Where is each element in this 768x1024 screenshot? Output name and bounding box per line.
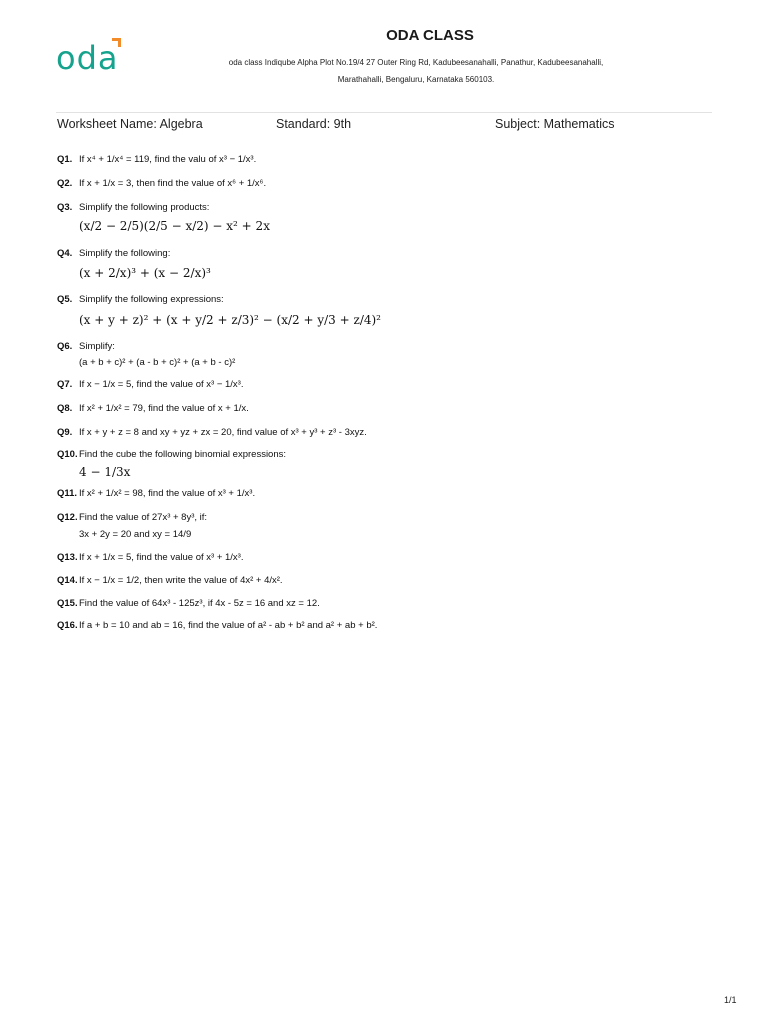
question-4: Q4. Simplify the following: [57, 248, 171, 259]
question-10-expression: 4 − 1/3x [79, 465, 131, 479]
address-line-1: oda class Indiqube Alpha Plot No.19/4 27 Outer Ring Rd, Kadubeesanahalli, Panathur, Kadubeesanahalli, [228, 58, 604, 67]
question-13: Q13.If x + 1/x = 5, find the value of x³ + 1/x³. [57, 552, 244, 563]
divider-top [56, 112, 712, 113]
question-12-expression: 3x + 2y = 20 and xy = 14/9 [79, 529, 192, 540]
question-5-expression: (x + y + z)² + (x + y/2 + z/3)² − (x/2 + y/3 + z/4)² [79, 313, 381, 327]
org-title: ODA CLASS [386, 27, 474, 44]
question-2: Q2. If x + 1/x = 3, then find the value of x⁶ + 1/x⁶. [57, 178, 267, 189]
question-6: Q6. Simplify: [57, 341, 115, 352]
page-number: 1/1 [724, 995, 737, 1005]
question-3: Q3. Simplify the following products: [57, 202, 210, 213]
question-4-expression: (x + 2/x)³ + (x − 2/x)³ [79, 266, 211, 280]
oda-logo [56, 40, 126, 80]
address-line-2: Marathahalli, Bengaluru, Karnataka 560103. [337, 75, 495, 84]
question-8: Q8. If x² + 1/x² = 79, find the value of x + 1/x. [57, 403, 249, 414]
question-7: Q7. If x − 1/x = 5, find the value of x³ − 1/x³. [57, 379, 244, 390]
worksheet-name: Worksheet Name: Algebra [57, 117, 203, 131]
question-15: Q15.Find the value of 64x³ - 125z³, if 4x - 5z = 16 and xz = 12. [57, 598, 320, 609]
question-11: Q11. If x² + 1/x² = 98, find the value of x³ + 1/x³. [57, 488, 256, 499]
question-6-expression: (a + b + c)² + (a - b + c)² + (a + b - c)² [79, 357, 236, 368]
question-16: Q16.If a + b = 10 and ab = 16, find the value of a² - ab + b² and a² + ab + b². [57, 620, 378, 631]
question-14: Q14.If x − 1/x = 1/2, then write the value of 4x² + 4/x². [57, 575, 283, 586]
standard-label: Standard: 9th [276, 117, 352, 131]
question-5: Q5. Simplify the following expressions: [57, 294, 224, 305]
subject-label: Subject: Mathematics [495, 117, 615, 131]
question-12: Q12.Find the value of 27x³ + 8y³, if: [57, 512, 208, 523]
logo-text: oda [56, 39, 119, 77]
org-address [210, 54, 622, 88]
question-9: Q9. If x + y + z = 8 and xy + yz + zx = 20, find value of x³ + y³ + z³ - 3xyz. [57, 427, 367, 438]
question-3-expression: (x/2 − 2/5)(2/5 − x/2) − x² + 2x [79, 219, 270, 233]
question-10: Q10.Find the cube the following binomial expressions: [57, 449, 287, 460]
question-1: Q1. If x⁴ + 1/x⁴ = 119, find the valu of x³ − 1/x³. [57, 154, 257, 165]
